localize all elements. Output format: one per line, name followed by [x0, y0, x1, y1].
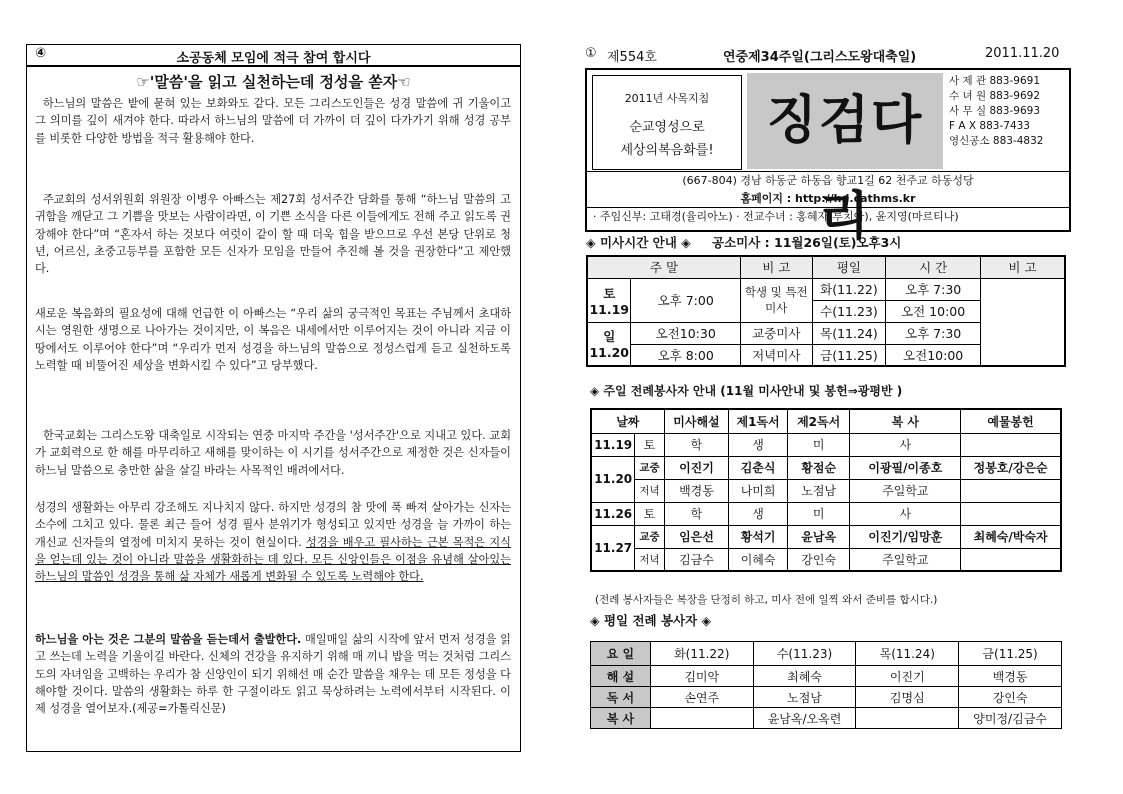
table-row	[591, 479, 1061, 502]
sun-note-2: 저녁미사	[740, 344, 812, 366]
wd-cell: 백경동	[959, 666, 1062, 687]
mass-head-weekend: 주 말	[587, 256, 740, 278]
wk-time-3: 오후 7:30	[886, 322, 981, 344]
wd-cell: 김미악	[650, 666, 753, 687]
table-row	[591, 433, 1061, 456]
sv-date-3: 11.26	[591, 502, 635, 525]
article-para-3: 새로운 복음화의 필요성에 대해 언급한 이 아빠스는 “우리 삶의 궁극적인 목표는 주님께서 초대하시는 영원한 생명으로 나아가는 것이지만, 이 복음은 내세에서만 이루어지는 것이 아니라 지금 이 땅에서도 이루어야 한다”며 “우리가 먼저 성경을 하느님의 말씀으로 정성스럽게 듣고 실천하도록 노력할 때 비뚤어진 세상을 변화시킬 수 있다”고 당부했다.	[35, 307, 511, 372]
sun-note-1: 교중미사	[740, 322, 812, 344]
servers-section-title: ◈ 주일 전례봉사자 안내 (11월 미사안내 및 봉헌⇒광평반 )	[590, 384, 903, 398]
left-page-number: ④	[35, 46, 47, 61]
contact-mission: 영신공소 883-4832	[949, 135, 1044, 147]
wd-role: 복 사	[591, 708, 651, 729]
sv-cell: 김춘식	[729, 456, 787, 479]
contact-fax: F A X 883-7433	[949, 120, 1030, 132]
sat-date: 11.19	[589, 301, 629, 317]
wd-cell: 손연주	[650, 687, 753, 708]
contact-rectory: 사 제 관 883-9691	[949, 75, 1040, 87]
table-row	[591, 456, 1061, 479]
sv-cell: 백경동	[664, 479, 729, 502]
sv-cell: 강인숙	[787, 548, 850, 571]
sv-cell: 주일학교	[850, 479, 961, 502]
left-page-header	[26, 44, 521, 66]
sv-mass-label: 교중	[635, 456, 664, 479]
sv-cell: 이진기/임망훈	[850, 525, 961, 548]
article-para-6a: 하느님을 아는 것은 그분의 말씀을 듣는데서 출발한다.	[35, 633, 302, 646]
address-block	[587, 171, 1069, 208]
homepage-link[interactable]: 홈페이지 : http://hd.cathms.kr	[740, 192, 916, 205]
motto-line-1: 2011년 사목지침	[624, 92, 710, 105]
wd-role: 해 설	[591, 666, 651, 687]
sv-cell: 생	[729, 502, 787, 525]
article-para-6	[35, 631, 511, 717]
mass-head-note2: 비 고	[980, 256, 1065, 278]
sv-cell: 주일학교	[850, 548, 961, 571]
sat-label: 토	[603, 285, 616, 301]
sv-day-1: 토	[635, 433, 664, 456]
wd-cell: 윤남옥/오옥련	[753, 708, 856, 729]
pastoral-motto	[592, 75, 742, 170]
wd-head: 요 일	[591, 642, 651, 666]
sv-cell: 미	[787, 433, 850, 456]
sv-mass-label: 교중	[635, 525, 664, 548]
left-header-title: 소공동체 모임에 적극 참여 합시다	[176, 51, 371, 66]
sv-mass-label: 저녁	[635, 479, 664, 502]
sv-date-1: 11.19	[591, 433, 635, 456]
wd-cell: 최혜숙	[753, 666, 856, 687]
wd-cell: 노점남	[753, 687, 856, 708]
sv-cell: 최혜숙/박숙자	[961, 525, 1061, 548]
wd-cell	[856, 708, 959, 729]
sun-time-1: 오전10:30	[631, 322, 740, 344]
wd-cell: 양미정/김금수	[959, 708, 1062, 729]
article-para-2: 주교회의 성서위원회 위원장 이병우 아빠스는 제27회 성서주간 담화를 통해 “하느님 말씀의 고귀함을 깨닫고 그 기쁨을 맛보는 사람이라면, 이 기쁜 소식을 다른 이들에게도 전해 주고 읽도록 권장해야 한다”며 “혼자서 하는 것보다 여럿이 같이 할 때 더욱 힘을 받으므로 우선 본당 단위로 청년, 어르신, 초중고등부를 포함한 모든 신자가 모임을 만들어 추진해 볼 것을 권장한다”고 제안했다.	[35, 193, 511, 276]
wd-head: 화(11.22)	[650, 642, 753, 666]
sv-cell: 임은선	[664, 525, 729, 548]
sun-time-2: 오후 8:00	[631, 344, 740, 366]
sv-cell: 생	[729, 433, 787, 456]
sv-mass-label: 저녁	[635, 548, 664, 571]
mass-section-note: 공소미사 : 11월26일(토)오후3시	[712, 235, 902, 250]
sv-cell: 김금수	[664, 548, 729, 571]
wd-role: 독 서	[591, 687, 651, 708]
wd-head: 금(11.25)	[959, 642, 1062, 666]
mass-head-note: 비 고	[740, 256, 812, 278]
table-row	[591, 409, 1061, 433]
motto-line-3: 세상의복음화를!	[620, 143, 714, 158]
sv-date-2: 11.20	[591, 456, 635, 502]
article-para-1: 하느님의 말씀은 밭에 묻혀 있는 보화와도 같다. 모든 그리스도인들은 성경 말씀에 귀 기울이고 그 의미를 깊이 새겨야 한다. 따라서 하느님의 말씀에 더 가까이 더 깊이 다가가기 위해 성경 공부를 비롯한 다양한 방법을 적극 활용해야 한다.	[35, 97, 511, 145]
wk-time-4: 오전10:00	[886, 344, 981, 366]
staff-line: · 주임신부: 고태경(율리아노) · 전교수녀 : 홍혜자(루치아), 윤지영(마르티나)	[587, 207, 1069, 226]
servers-note: (전례 봉사자들은 복장을 단정히 하고, 미사 전에 일찍 와서 준비를 합시다.)	[595, 594, 938, 606]
table-row	[587, 278, 1065, 300]
table-row	[591, 548, 1061, 571]
table-row	[591, 502, 1061, 525]
motto-line-2: 순교영성으로	[629, 120, 705, 135]
article-para-5a: 성경의 생활화는 아무리 강조해도 지나치지 않다. 하지만 성경의 참 맛에 푹 빠져 살아가는 신자는 소수에 그치고 있다. 물론 최근 들어 성경 필사 분위기가 형성되고 있지만 성경을 늘 가까이 하는 개신교 신자들의 열정에 미치지 못하는 것이 현실이다.	[35, 501, 511, 549]
wd-cell: 이진기	[856, 666, 959, 687]
sv-cell: 황석기	[729, 525, 787, 548]
sv-cell: 이진기	[664, 456, 729, 479]
contact-convent: 수 녀 원 883-9692	[949, 90, 1040, 102]
sv-cell: 학	[664, 433, 729, 456]
table-row	[591, 687, 1062, 708]
article-para-5b: 성경을 배우고 필사하는 근본 목적은 지식을 얻는데 있는 것이 아니라 말씀을 생활화하는 데 있다. 모든 신앙인들은 이점을 유념해 살아있는 하느님의 말씀인 성경을 통해 삶 자체가 새롭게 변화될 수 있도록 노력해야 한다.	[35, 535, 511, 584]
right-page-number: ①	[585, 46, 597, 61]
sv-cell: 정봉호/강은순	[961, 456, 1061, 479]
sv-cell: 나미희	[729, 479, 787, 502]
sv-date-4: 11.27	[591, 525, 635, 571]
wk-day-1: 화(11.22)	[812, 278, 886, 300]
wk-day-3: 목(11.24)	[812, 322, 886, 344]
wd-head: 수(11.23)	[753, 642, 856, 666]
sat-time: 오후 7:00	[631, 278, 740, 322]
sv-head-offering: 예물봉헌	[961, 409, 1061, 433]
wd-head: 목(11.24)	[856, 642, 959, 666]
wd-cell	[650, 708, 753, 729]
article-para-6b: 매일매일 삶의 시작에 앞서 먼저 성경을 읽고 쓰는데 노력을 기울이길 바란다. 신체의 건강을 유지하기 위해 매 끼니 밥을 먹는 것처럼 그리스도의 자녀임을 고백하는 우리가 참 신앙인이 되기 위해선 매 순간 말씀을 채우는 데 모든 정성을 다해야할 것이다. 말씀의 생활화는 하루 한 구절이라도 읽고 묵상하려는 노력에서부터 시작된다. 이제 성경을 열어보자.(제공=가톨릭신문)	[35, 633, 511, 716]
bulletin-date: 2011.11.20	[985, 46, 1060, 61]
sat-note: 학생 및 특전미사	[740, 278, 812, 322]
logo-text: 징검다리	[766, 90, 924, 247]
sv-cell: 윤남옥	[787, 525, 850, 548]
article-box	[26, 66, 521, 752]
table-row	[587, 256, 1065, 278]
mass-table	[586, 255, 1066, 367]
article-title: ☞'말씀'을 읽고 실천하는데 정성을 쏟자☜	[136, 73, 411, 91]
bulletin-title: 연중제34주일(그리스도왕대축일)	[723, 50, 917, 65]
sv-head-reading2: 제2독서	[787, 409, 850, 433]
sv-cell: 이혜숙	[729, 548, 787, 571]
wk-day-2: 수(11.23)	[812, 300, 886, 322]
article-para-4: 한국교회는 그리스도왕 대축일로 시작되는 연중 마지막 주간을 '성서주간'으로 지내고 있다. 교회가 교회력으로 한 해를 마무리하고 새해를 맞이하는 이 시기를 성서주간으로 제정한 것은 신자들이 하느님 말씀으로 충만한 삶을 살길 바라는 사목적인 배려에서다.	[35, 429, 511, 477]
servers-table	[590, 408, 1062, 572]
contact-list	[949, 74, 1065, 149]
weekday-section-title: ◈ 평일 전례 봉사자 ◈	[590, 613, 712, 628]
sun-date: 11.20	[589, 345, 629, 361]
issue-number: 제554호	[607, 50, 657, 65]
article-para-5	[35, 499, 511, 585]
sv-cell: 황점순	[787, 456, 850, 479]
sv-head-reading1: 제1독서	[729, 409, 787, 433]
wk-time-1: 오후 7:30	[886, 278, 981, 300]
sv-day-3: 토	[635, 502, 664, 525]
sv-head-date: 날짜	[591, 409, 664, 433]
weekday-table	[590, 641, 1062, 729]
mass-head-time2: 시 간	[886, 256, 981, 278]
wd-cell: 강인숙	[959, 687, 1062, 708]
sv-cell: 이광필/이종호	[850, 456, 961, 479]
sv-cell: 학	[664, 502, 729, 525]
sv-head-altar: 복 사	[850, 409, 961, 433]
sv-head-comment: 미사해설	[664, 409, 729, 433]
contact-office: 사 무 실 883-9693	[949, 105, 1040, 117]
sv-cell: 사	[850, 433, 961, 456]
table-row	[591, 708, 1062, 729]
address: (667-804) 경남 하동군 하동읍 향교1길 62 천주교 하동성당	[682, 174, 974, 187]
sv-cell: 미	[787, 502, 850, 525]
table-row	[591, 525, 1061, 548]
mass-head-weekday: 평일	[812, 256, 886, 278]
sun-label: 일	[603, 329, 616, 345]
sv-cell: 사	[850, 502, 961, 525]
wk-day-4: 금(11.25)	[812, 344, 886, 366]
mass-section-title: ◈ 미사시간 안내 ◈	[586, 235, 691, 250]
sv-cell: 노점남	[787, 479, 850, 502]
right-page-header	[585, 44, 1067, 64]
wk-time-2: 오전 10:00	[886, 300, 981, 322]
wd-cell: 김명심	[856, 687, 959, 708]
table-row	[591, 666, 1062, 687]
